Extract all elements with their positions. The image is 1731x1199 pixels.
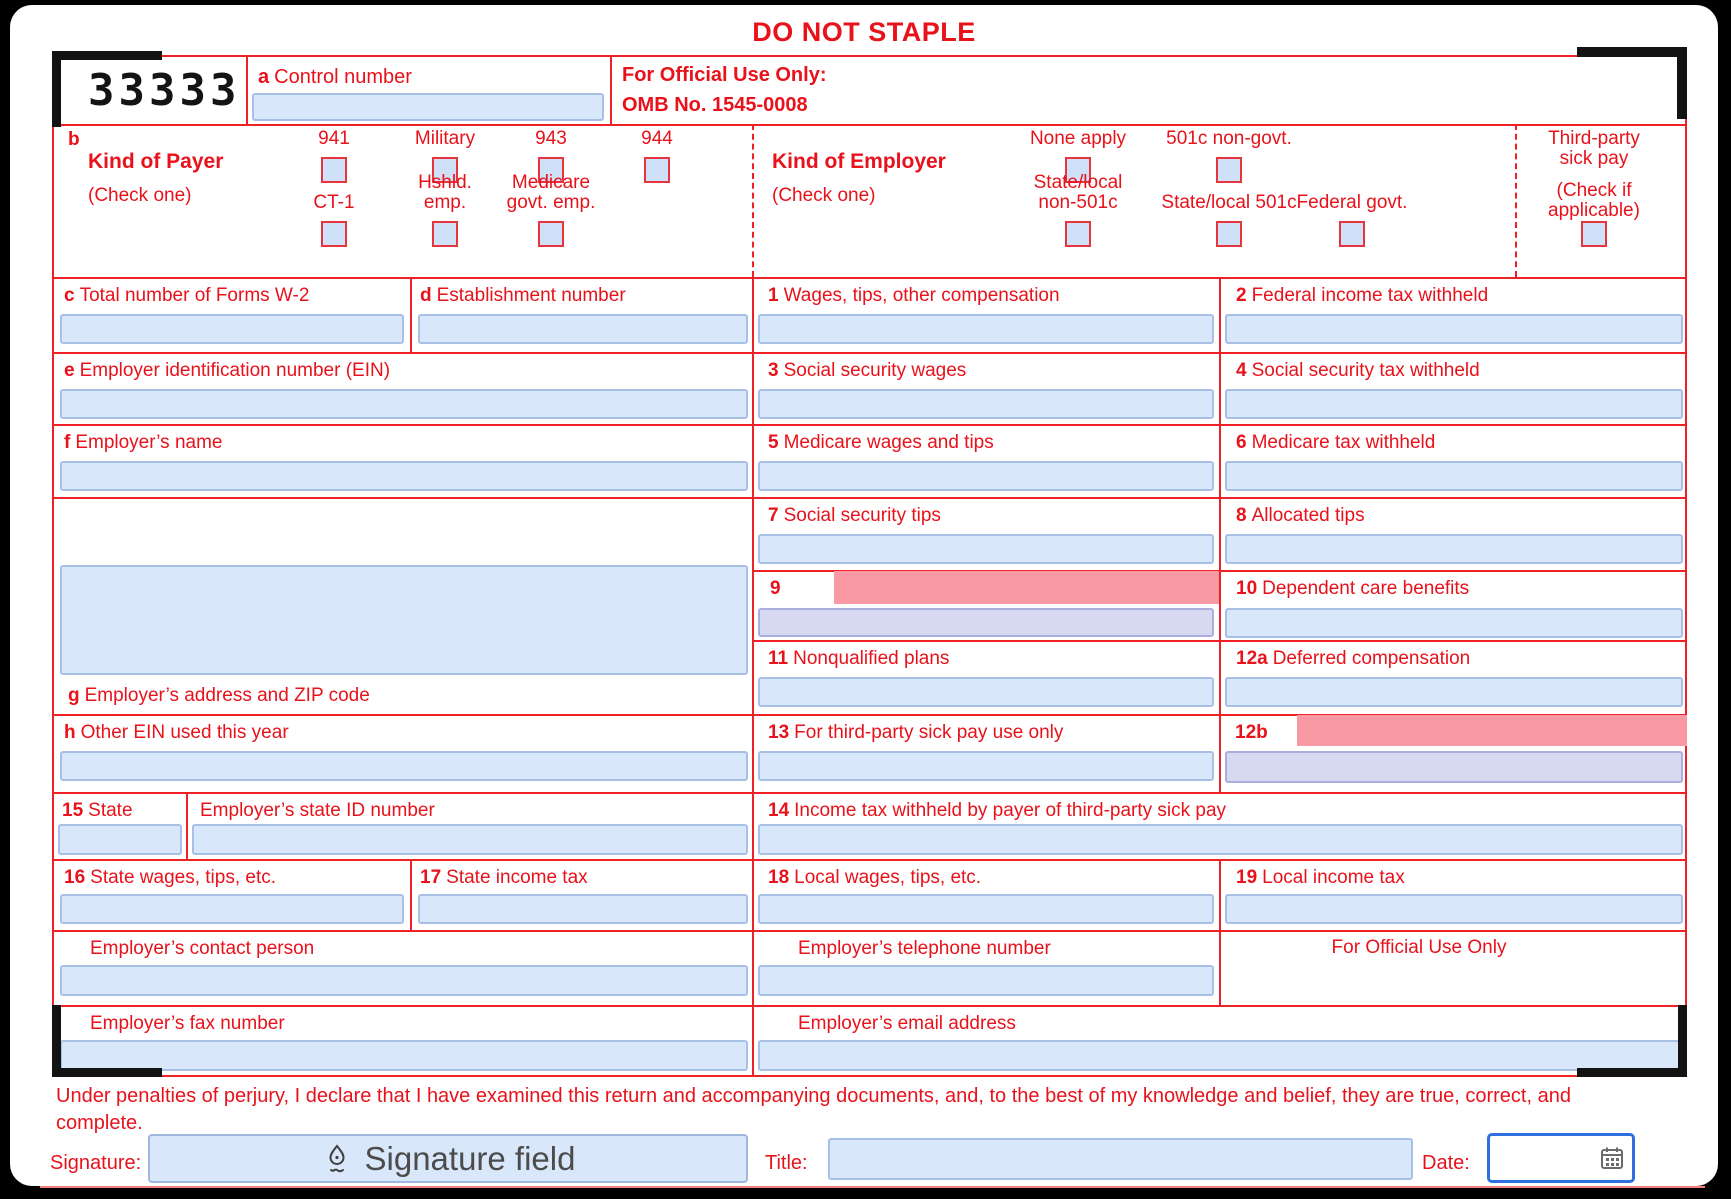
box-14-label: 14 Income tax withheld by payer of third-party sick pay <box>768 800 1227 821</box>
grid-line <box>752 277 754 1075</box>
pen-nib-icon <box>321 1143 353 1175</box>
box-h-label: h Other EIN used this year <box>64 722 289 743</box>
payer-hshld-label-1: Hshld. <box>418 172 472 193</box>
kind-of-employer-title: Kind of Employer <box>772 150 946 173</box>
box-8-input[interactable] <box>1225 534 1683 564</box>
grid-line <box>610 57 612 124</box>
corner-mark-top-right <box>1677 47 1687 119</box>
box-1-input[interactable] <box>758 314 1214 344</box>
grid-line <box>54 1005 1685 1007</box>
telephone-input[interactable] <box>758 965 1214 996</box>
date-label: Date: <box>1422 1152 1470 1174</box>
box-7-input[interactable] <box>758 534 1214 564</box>
box-3-input[interactable] <box>758 389 1214 419</box>
payer-military-label: Military <box>414 128 476 149</box>
box-4-label: 4 Social security tax withheld <box>1236 360 1480 381</box>
box-18-label: 18 Local wages, tips, etc. <box>768 867 982 888</box>
title-input[interactable] <box>828 1138 1413 1180</box>
contact-person-label: Employer’s contact person <box>90 938 315 959</box>
box-19-input[interactable] <box>1225 894 1683 924</box>
corner-mark-top-right <box>1577 47 1687 57</box>
employer-501c-checkbox[interactable] <box>1216 157 1242 183</box>
employer-federal-checkbox[interactable] <box>1339 221 1365 247</box>
box-2-input[interactable] <box>1225 314 1683 344</box>
grid-line <box>1219 859 1221 1005</box>
payer-medicare-label-2: govt. emp. <box>506 192 596 213</box>
box-13-label: 13 For third-party sick pay use only <box>768 722 1064 743</box>
third-party-label-1: Third-party <box>1548 128 1640 149</box>
calendar-icon <box>1599 1145 1625 1171</box>
box-9-blocked-area <box>834 571 1219 604</box>
box-2-label: 2 Federal income tax withheld <box>1236 285 1489 306</box>
do-not-staple-banner: DO NOT STAPLE <box>752 17 976 47</box>
box-d-input[interactable] <box>418 314 748 344</box>
grid-line <box>54 277 1685 279</box>
employer-statelocal-label-2: non-501c <box>1038 192 1118 213</box>
employer-none-label: None apply <box>1029 128 1127 149</box>
box-d-label: d Establishment number <box>420 285 626 306</box>
grid-line <box>54 930 1685 932</box>
box-15-state-input[interactable] <box>58 824 182 855</box>
payer-ct1-checkbox[interactable] <box>321 221 347 247</box>
box-f-input[interactable] <box>60 461 748 491</box>
kind-of-employer-note: (Check one) <box>772 185 876 206</box>
box-e-input[interactable] <box>60 389 748 419</box>
signature-placeholder: Signature field <box>364 1139 576 1177</box>
box-8-label: 8 Allocated tips <box>1236 505 1365 526</box>
box-10-label: 10 Dependent care benefits <box>1236 578 1470 599</box>
box-9-label: 9 <box>770 578 781 599</box>
w3-form-grid <box>52 55 1687 1077</box>
signature-label: Signature: <box>50 1152 142 1174</box>
box-f-label: f Employer’s name <box>64 432 223 453</box>
payer-943-label: 943 <box>535 128 567 149</box>
box-4-input[interactable] <box>1225 389 1683 419</box>
corner-mark-top-left <box>52 51 162 60</box>
box-16-label: 16 State wages, tips, etc. <box>64 867 277 888</box>
payer-941-checkbox[interactable] <box>321 157 347 183</box>
box-c-input[interactable] <box>60 314 404 344</box>
box-1-label: 1 Wages, tips, other compensation <box>768 285 1060 306</box>
payer-employer-divider <box>752 124 754 277</box>
box-g-input[interactable] <box>60 565 748 675</box>
third-party-note-1: (Check if <box>1556 180 1632 201</box>
box-12b-label: 12b <box>1235 722 1268 743</box>
box-3-label: 3 Social security wages <box>768 360 967 381</box>
grid-line <box>410 277 412 352</box>
fax-input[interactable] <box>60 1040 748 1071</box>
box-13-input[interactable] <box>758 751 1214 781</box>
payer-941-label: 941 <box>318 128 350 149</box>
box-11-input[interactable] <box>758 677 1214 707</box>
box-17-label: 17 State income tax <box>420 867 588 888</box>
box-18-input[interactable] <box>758 894 1214 924</box>
email-label: Employer’s email address <box>798 1013 1016 1034</box>
grid-line <box>54 859 1685 861</box>
employer-federal-label: Federal govt. <box>1296 192 1408 213</box>
grid-line <box>54 352 1685 354</box>
box-12a-label: 12a Deferred compensation <box>1236 648 1471 669</box>
box-12b-blocked-area <box>1297 715 1687 746</box>
box-6-label: 6 Medicare tax withheld <box>1236 432 1436 453</box>
payer-944-checkbox[interactable] <box>644 157 670 183</box>
grid-line <box>186 792 188 859</box>
contact-person-input[interactable] <box>60 965 748 996</box>
third-party-divider <box>1515 124 1517 277</box>
box-5-label: 5 Medicare wages and tips <box>768 432 994 453</box>
state-id-label: Employer’s state ID number <box>200 800 435 821</box>
third-party-note-2: applicable) <box>1548 200 1640 221</box>
box-10-input[interactable] <box>1225 608 1683 638</box>
state-id-input[interactable] <box>192 824 748 855</box>
kind-of-payer-title: Kind of Payer <box>88 150 224 173</box>
corner-mark-bottom-right <box>1577 1068 1687 1077</box>
box-16-input[interactable] <box>60 894 404 924</box>
payer-hshld-label-2: emp. <box>423 192 467 213</box>
box-b-letter: b <box>68 129 80 150</box>
fax-label: Employer’s fax number <box>90 1013 285 1034</box>
payer-medicare-checkbox[interactable] <box>538 221 564 247</box>
kind-of-payer-note: (Check one) <box>88 185 192 206</box>
employer-statelocal-checkbox[interactable] <box>1065 221 1091 247</box>
payer-ct1-label: CT-1 <box>313 192 355 213</box>
grid-line <box>246 57 248 124</box>
box-14-input[interactable] <box>758 824 1683 855</box>
box-5-input[interactable] <box>758 461 1214 491</box>
payer-944-label: 944 <box>641 128 673 149</box>
form-sheet <box>10 5 1718 1186</box>
box-9-input[interactable] <box>758 608 1214 637</box>
third-party-label-2: sick pay <box>1559 148 1629 169</box>
grid-line <box>54 792 1685 794</box>
box-7-label: 7 Social security tips <box>768 505 941 526</box>
title-label: Title: <box>765 1152 808 1174</box>
perjury-declaration-line-2: complete. <box>56 1112 143 1134</box>
date-input[interactable] <box>1487 1133 1635 1183</box>
signature-input[interactable] <box>148 1134 748 1183</box>
form-code-33333: 33333 <box>88 65 241 116</box>
box-15-label: 15 State <box>62 800 133 821</box>
corner-mark-top-left <box>52 51 61 127</box>
grid-line <box>54 124 1685 126</box>
box-6-input[interactable] <box>1225 461 1683 491</box>
third-party-checkbox[interactable] <box>1581 221 1607 247</box>
employer-statelocal501c-label: State/local 501c <box>1161 192 1297 213</box>
box-a-letter: a <box>258 66 270 88</box>
employer-statelocal-label-1: State/local <box>1033 172 1123 193</box>
box-17-input[interactable] <box>418 894 748 924</box>
grid-line <box>410 859 412 930</box>
official-use-only-box-label: For Official Use Only <box>1331 937 1507 958</box>
omb-number-label: OMB No. 1545-0008 <box>622 94 808 116</box>
box-12a-input[interactable] <box>1225 677 1683 707</box>
grid-line <box>54 497 1685 499</box>
control-number-label: a Control number <box>258 66 412 88</box>
grid-line <box>1219 277 1221 792</box>
employer-501c-label: 501c non-govt. <box>1166 128 1292 149</box>
email-input[interactable] <box>758 1040 1684 1071</box>
box-c-label: c Total number of Forms W-2 <box>64 285 310 306</box>
perjury-declaration-line-1: Under penalties of perjury, I declare that I have examined this return and accompanying documents, and, to the best of my knowledge and belief, they are true, correct, and <box>56 1085 1571 1107</box>
official-use-label: For Official Use Only: <box>622 64 827 86</box>
payer-hshld-checkbox[interactable] <box>432 221 458 247</box>
box-h-input[interactable] <box>60 751 748 781</box>
control-number-input[interactable] <box>252 93 604 121</box>
payer-medicare-label-1: Medicare <box>511 172 591 193</box>
box-11-label: 11 Nonqualified plans <box>768 648 950 669</box>
employer-statelocal501c-checkbox[interactable] <box>1216 221 1242 247</box>
box-12b-input[interactable] <box>1225 751 1683 783</box>
corner-mark-bottom-right <box>1678 1005 1687 1077</box>
corner-mark-bottom-left <box>52 1068 162 1077</box>
box-e-label: e Employer identification number (EIN) <box>64 360 391 381</box>
telephone-label: Employer’s telephone number <box>798 938 1051 959</box>
corner-mark-bottom-left <box>52 1005 61 1077</box>
signature-row-underline <box>40 1186 1705 1188</box>
box-g-label: g Employer’s address and ZIP code <box>68 685 370 706</box>
box-19-label: 19 Local income tax <box>1236 867 1405 888</box>
grid-line <box>54 424 1685 426</box>
